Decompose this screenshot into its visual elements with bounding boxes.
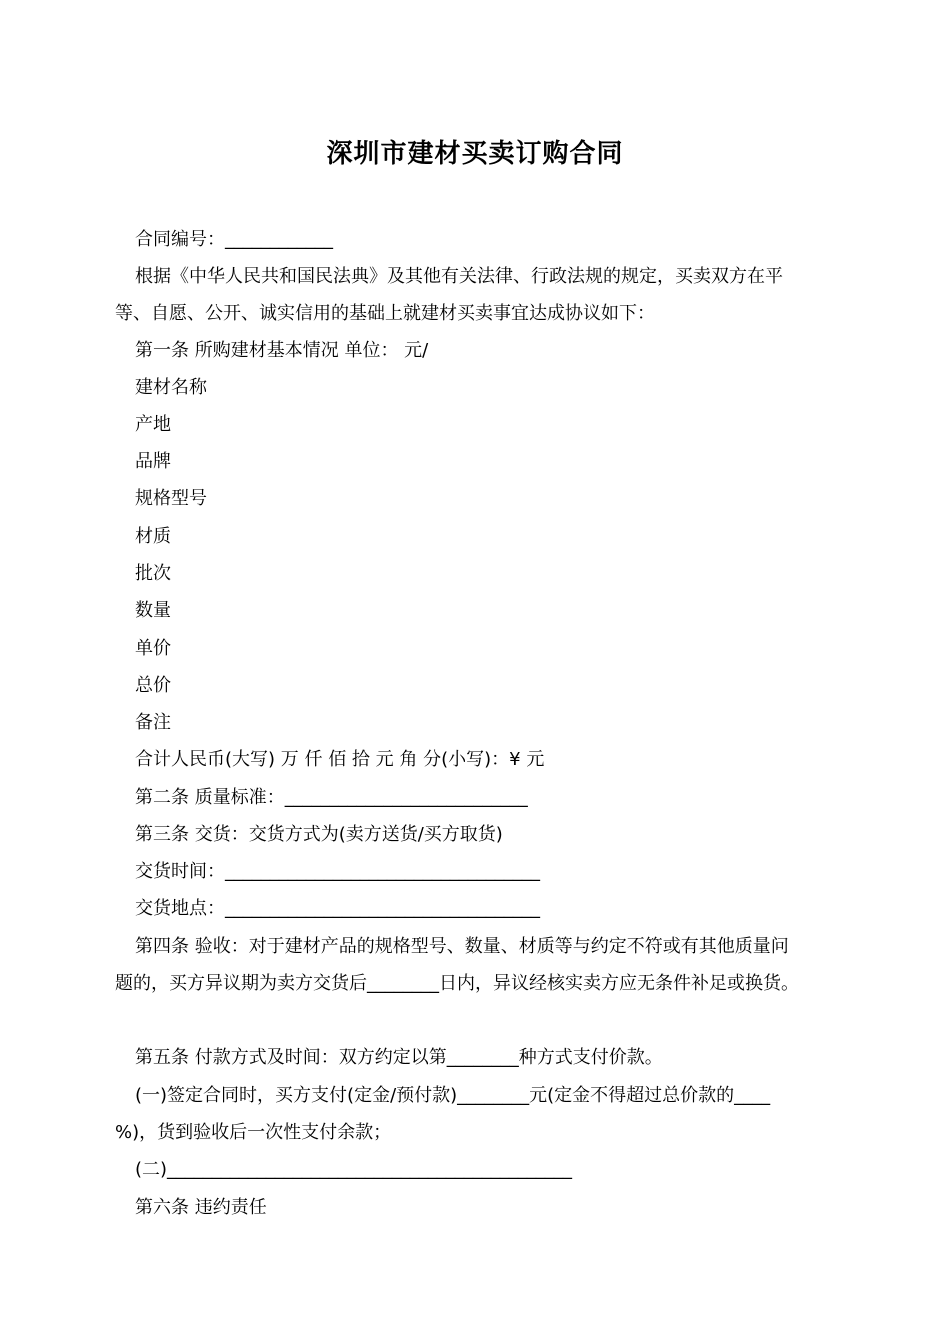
article-5-line: 第五条 付款方式及时间：双方约定以第________种方式支付价款。 (135, 1047, 663, 1068)
article-4-line-1: 第四条 验收：对于建材产品的规格型号、数量、材质等与约定不符或有其他质量问 (135, 936, 789, 957)
article-3-line: 第三条 交货：交货方式为(卖方送货/买方取货) (135, 824, 503, 845)
preamble-line-2: 等、自愿、公开、诚实信用的基础上就建材买卖事宜达成协议如下： (115, 303, 655, 324)
field-brand: 品牌 (135, 451, 171, 472)
field-unit-price: 单价 (135, 638, 171, 659)
field-batch: 批次 (135, 563, 171, 584)
article-4-line-2: 题的，买方异议期为卖方交货后________日内，异议经核实卖方应无条件补足或换货。 (115, 973, 799, 994)
field-origin: 产地 (135, 414, 171, 435)
field-remarks: 备注 (135, 712, 171, 733)
field-total-price: 总价 (135, 675, 171, 696)
delivery-time-line: 交货时间：___________________________________ (135, 861, 540, 882)
field-spec-model: 规格型号 (135, 488, 207, 509)
article-6-heading: 第六条 违约责任 (135, 1197, 267, 1218)
contract-number-line: 合同编号：____________ (135, 229, 333, 250)
field-material-name: 建材名称 (135, 377, 207, 398)
payment-option-2-line: (二)_____________________________________________ (135, 1159, 573, 1180)
preamble-line-1: 根据《中华人民共和国民法典》及其他有关法律、行政法规的规定，买卖双方在平 (135, 266, 783, 287)
article-1-heading: 第一条 所购建材基本情况 单位： 元/ (135, 340, 429, 361)
field-texture: 材质 (135, 526, 171, 547)
field-quantity: 数量 (135, 600, 171, 621)
document-title: 深圳市建材买卖订购合同 (326, 139, 624, 169)
delivery-place-line: 交货地点：___________________________________ (135, 898, 540, 919)
payment-option-1-line-1: (一)签定合同时，买方支付(定金/预付款)________元(定金不得超过总价款的____ (135, 1085, 771, 1106)
total-amount-line: 合计人民币(大写) 万 仟 佰 拾 元 角 分(小写)：¥ 元 (135, 749, 545, 770)
article-2-line: 第二条 质量标准：___________________________ (135, 787, 528, 808)
payment-option-1-line-2: %)，货到验收后一次性支付余款； (115, 1122, 392, 1143)
